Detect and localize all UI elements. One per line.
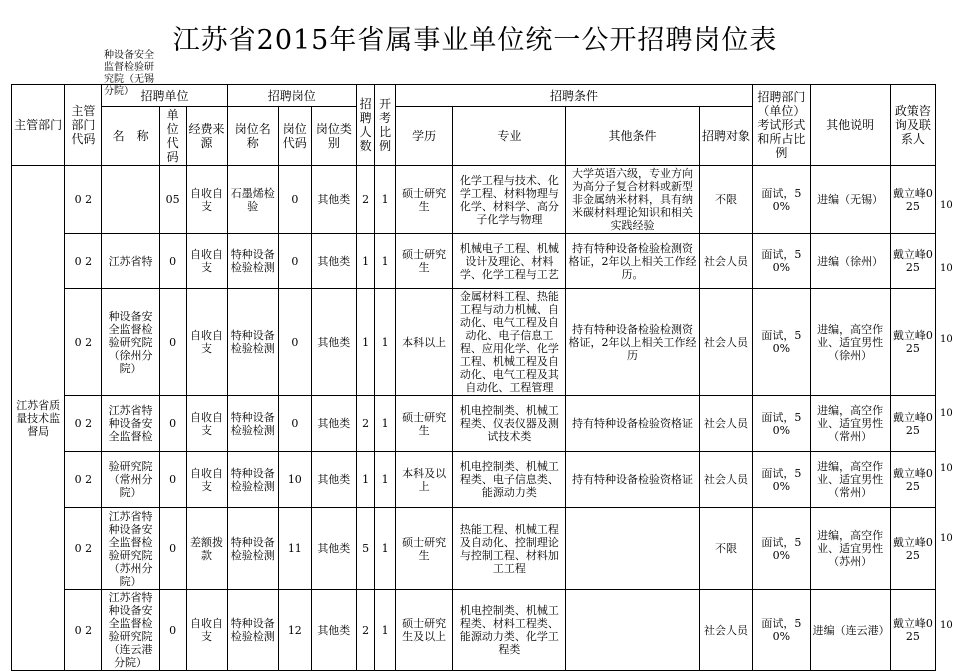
contact-cell: 戴立峰025 <box>890 508 935 590</box>
post-name-cell: 石墨烯检验 <box>227 166 278 234</box>
post-code-cell: 11 <box>278 508 311 590</box>
header-major: 专业 <box>453 107 566 166</box>
dept-code-cell: 0 2 <box>65 289 102 396</box>
post-code-cell: 10 <box>278 452 311 508</box>
header-target: 招聘对象 <box>699 107 752 166</box>
major-cell: 机电控制类、机械工程类、仪表仪器及测试技术类 <box>453 396 566 452</box>
cut-off-cell-text: 10 <box>940 620 953 631</box>
funding-cell: 自收自支 <box>186 452 227 508</box>
count-cell: 2 <box>356 590 374 671</box>
count-cell: 5 <box>356 508 374 590</box>
header-funding: 经费来源 <box>186 107 227 166</box>
dept-code-cell: 0 2 <box>65 396 102 452</box>
ratio-cell: 1 <box>375 289 396 396</box>
post-type-cell: 其他类 <box>311 289 356 396</box>
ratio-cell: 1 <box>375 590 396 671</box>
header-post-code: 岗位代码 <box>278 107 311 166</box>
cut-off-cell-text: 10 <box>940 408 953 419</box>
header-contact: 政策咨询及联系人 <box>890 85 935 166</box>
post-name-cell: 特种设备检验检测 <box>227 234 278 289</box>
funding-cell: 自收自支 <box>186 590 227 671</box>
edu-cell: 硕士研究生 <box>395 508 452 590</box>
note-cell: 进编，高空作业、适宜男性（常州） <box>810 396 890 452</box>
dept-code-cell: 0 2 <box>65 166 102 234</box>
header-note: 其他说明 <box>810 85 890 166</box>
target-cell: 社会人员 <box>699 452 752 508</box>
unit-code-cell: 0 <box>159 508 186 590</box>
post-type-cell: 其他类 <box>311 452 356 508</box>
unit-code-cell: 0 <box>159 590 186 671</box>
header-post-type: 岗位类别 <box>311 107 356 166</box>
cut-off-cell-text: 10 <box>940 263 953 274</box>
unit-code-cell: 0 <box>159 396 186 452</box>
dept-code-cell: 0 2 <box>65 452 102 508</box>
ratio-cell: 1 <box>375 452 396 508</box>
post-code-cell: 0 <box>278 166 311 234</box>
unit-code-cell: 05 <box>159 166 186 234</box>
unit-name-cell: 江苏省特种设备安全监督检验研究院（连云港分院） <box>102 590 159 671</box>
unit-name-cell: 江苏省特种设备安全监督检验研究院（苏州分院） <box>102 508 159 590</box>
table-row <box>12 508 936 590</box>
edu-cell: 硕士研究生 <box>395 234 452 289</box>
header-cond-group: 招聘条件 <box>395 85 752 107</box>
table-row <box>12 289 936 396</box>
header-dept: 主管部门 <box>12 85 65 166</box>
post-name-cell: 特种设备检验检测 <box>227 508 278 590</box>
other-cell: 持有特种设备检验检测资格证，2年以上相关工作经历 <box>566 289 699 396</box>
major-cell: 热能工程、机械工程及自动化、控制理论与控制工程、材料加工工程 <box>453 508 566 590</box>
post-type-cell: 其他类 <box>311 590 356 671</box>
contact-cell: 戴立峰025 <box>890 234 935 289</box>
cut-off-cell-text: 10 <box>940 334 953 345</box>
header-other: 其他条件 <box>566 107 699 166</box>
target-cell: 不限 <box>699 508 752 590</box>
major-cell: 金属材料工程、热能工程与动力机械、自动化、电气工程及自动化、电子信息工程、应用化学、化学工程、机械工程及自动化、电气工程及其自动化、工程管理 <box>453 289 566 396</box>
post-name-cell: 特种设备检验检测 <box>227 452 278 508</box>
unit-code-cell: 0 <box>159 289 186 396</box>
exam-cell: 面试，50% <box>753 166 810 234</box>
unit-name-cell: 验研究院（常州分院） <box>102 452 159 508</box>
table-row <box>12 590 936 671</box>
dept-code-cell: 0 2 <box>65 234 102 289</box>
cut-off-cell-text: 10 <box>940 463 953 474</box>
funding-cell: 自收自支 <box>186 396 227 452</box>
ratio-cell: 1 <box>375 166 396 234</box>
header-ratio: 开考比例 <box>375 85 396 166</box>
header-post-name: 岗位名称 <box>227 107 278 166</box>
exam-cell: 面试，50% <box>753 590 810 671</box>
contact-cell: 戴立峰025 <box>890 289 935 396</box>
page-title: 江苏省2015年省属事业单位统一公开招聘岗位表 <box>172 25 778 56</box>
post-code-cell: 0 <box>278 396 311 452</box>
header-dept-code: 主管部门代码 <box>65 85 102 166</box>
post-name-cell: 特种设备检验检测 <box>227 590 278 671</box>
cut-off-cell-text: 10 <box>940 200 953 211</box>
header-unit-code: 单位代码 <box>159 107 186 166</box>
unit-code-cell: 0 <box>159 452 186 508</box>
target-cell: 社会人员 <box>699 396 752 452</box>
unit-name-cell <box>102 166 159 234</box>
post-type-cell: 其他类 <box>311 508 356 590</box>
other-cell: 大学英语六级，专业方向为高分子复合材料或新型非金属纳米材料，具有纳米碳材料理论知识和相关实践经验 <box>566 166 699 234</box>
edu-cell: 硕士研究生 <box>395 396 452 452</box>
edu-cell: 本科以上 <box>395 289 452 396</box>
header-exam: 招聘部门（单位）考试形式和所占比例 <box>753 85 810 166</box>
overflow-cell-text: 种设备安全监督检验研究院（无锡分院） <box>104 50 154 97</box>
edu-cell: 本科及以上 <box>395 452 452 508</box>
note-cell: 进编，高空作业、适宜男性（常州） <box>810 452 890 508</box>
note-cell: 进编，高空作业、适宜男性（徐州） <box>810 289 890 396</box>
table-row <box>12 452 936 508</box>
header-unit-name: 名 称 <box>102 107 159 166</box>
other-cell: 持有特种设备检验资格证 <box>566 396 699 452</box>
unit-code-cell: 0 <box>159 234 186 289</box>
table-row <box>12 234 936 289</box>
other-cell <box>566 590 699 671</box>
other-cell: 持有特种设备检验资格证 <box>566 452 699 508</box>
dept-code-cell: 0 2 <box>65 590 102 671</box>
count-cell: 1 <box>356 289 374 396</box>
major-cell: 机电控制类、机械工程类、电子信息类、能源动力类 <box>453 452 566 508</box>
post-type-cell: 其他类 <box>311 396 356 452</box>
major-cell: 机电控制类、机械工程类、材料工程类、能源动力类、化学工程类 <box>453 590 566 671</box>
note-cell: 进编（无锡） <box>810 166 890 234</box>
other-cell <box>566 508 699 590</box>
funding-cell: 自收自支 <box>186 234 227 289</box>
table-row <box>12 396 936 452</box>
post-type-cell: 其他类 <box>311 166 356 234</box>
funding-cell: 自收自支 <box>186 166 227 234</box>
dept-name-cell: 江苏省质量技术监督局 <box>12 166 65 671</box>
unit-name-cell: 江苏省特 <box>102 234 159 289</box>
note-cell: 进编（连云港） <box>810 590 890 671</box>
post-code-cell: 0 <box>278 289 311 396</box>
cut-off-cell-text: 10 <box>940 533 953 544</box>
contact-cell: 戴立峰025 <box>890 166 935 234</box>
ratio-cell: 1 <box>375 234 396 289</box>
count-cell: 2 <box>356 166 374 234</box>
exam-cell: 面试，50% <box>753 234 810 289</box>
exam-cell: 面试，50% <box>753 508 810 590</box>
post-name-cell: 特种设备检验检测 <box>227 289 278 396</box>
post-code-cell: 0 <box>278 234 311 289</box>
major-cell: 机械电子工程、机械设计及理论、材料学、化学工程与工艺 <box>453 234 566 289</box>
count-cell: 1 <box>356 452 374 508</box>
post-type-cell: 其他类 <box>311 234 356 289</box>
other-cell: 持有特种设备检验检测资格证，2年以上相关工作经历。 <box>566 234 699 289</box>
target-cell: 社会人员 <box>699 289 752 396</box>
target-cell: 不限 <box>699 166 752 234</box>
exam-cell: 面试，50% <box>753 452 810 508</box>
dept-code-cell: 0 2 <box>65 508 102 590</box>
funding-cell: 自收自支 <box>186 289 227 396</box>
target-cell: 社会人员 <box>699 234 752 289</box>
contact-cell: 戴立峰025 <box>890 590 935 671</box>
contact-cell: 戴立峰025 <box>890 452 935 508</box>
header-unit-group: 招聘单位 <box>102 85 227 107</box>
post-code-cell: 12 <box>278 590 311 671</box>
count-cell: 1 <box>356 234 374 289</box>
header-post-group: 招聘岗位 <box>227 85 356 107</box>
major-cell: 化学工程与技术、化学工程、材料物理与化学、材料学、高分子化学与物理 <box>453 166 566 234</box>
edu-cell: 硕士研究生 <box>395 166 452 234</box>
unit-name-cell: 种设备安全监督检验研究院（徐州分院） <box>102 289 159 396</box>
header-edu: 学历 <box>395 107 452 166</box>
count-cell: 2 <box>356 396 374 452</box>
ratio-cell: 1 <box>375 508 396 590</box>
header-count: 招聘人数 <box>356 85 374 166</box>
note-cell: 进编（徐州） <box>810 234 890 289</box>
exam-cell: 面试，50% <box>753 289 810 396</box>
target-cell: 社会人员 <box>699 590 752 671</box>
funding-cell: 差额拨款 <box>186 508 227 590</box>
note-cell: 进编，高空作业、适宜男性（苏州） <box>810 508 890 590</box>
exam-cell: 面试，50% <box>753 396 810 452</box>
recruitment-table <box>11 84 936 671</box>
post-name-cell: 特种设备检验检测 <box>227 396 278 452</box>
unit-name-cell: 江苏省特种设备安全监督检 <box>102 396 159 452</box>
table-row <box>12 166 936 234</box>
contact-cell: 戴立峰025 <box>890 396 935 452</box>
edu-cell: 硕士研究生及以上 <box>395 590 452 671</box>
ratio-cell: 1 <box>375 396 396 452</box>
